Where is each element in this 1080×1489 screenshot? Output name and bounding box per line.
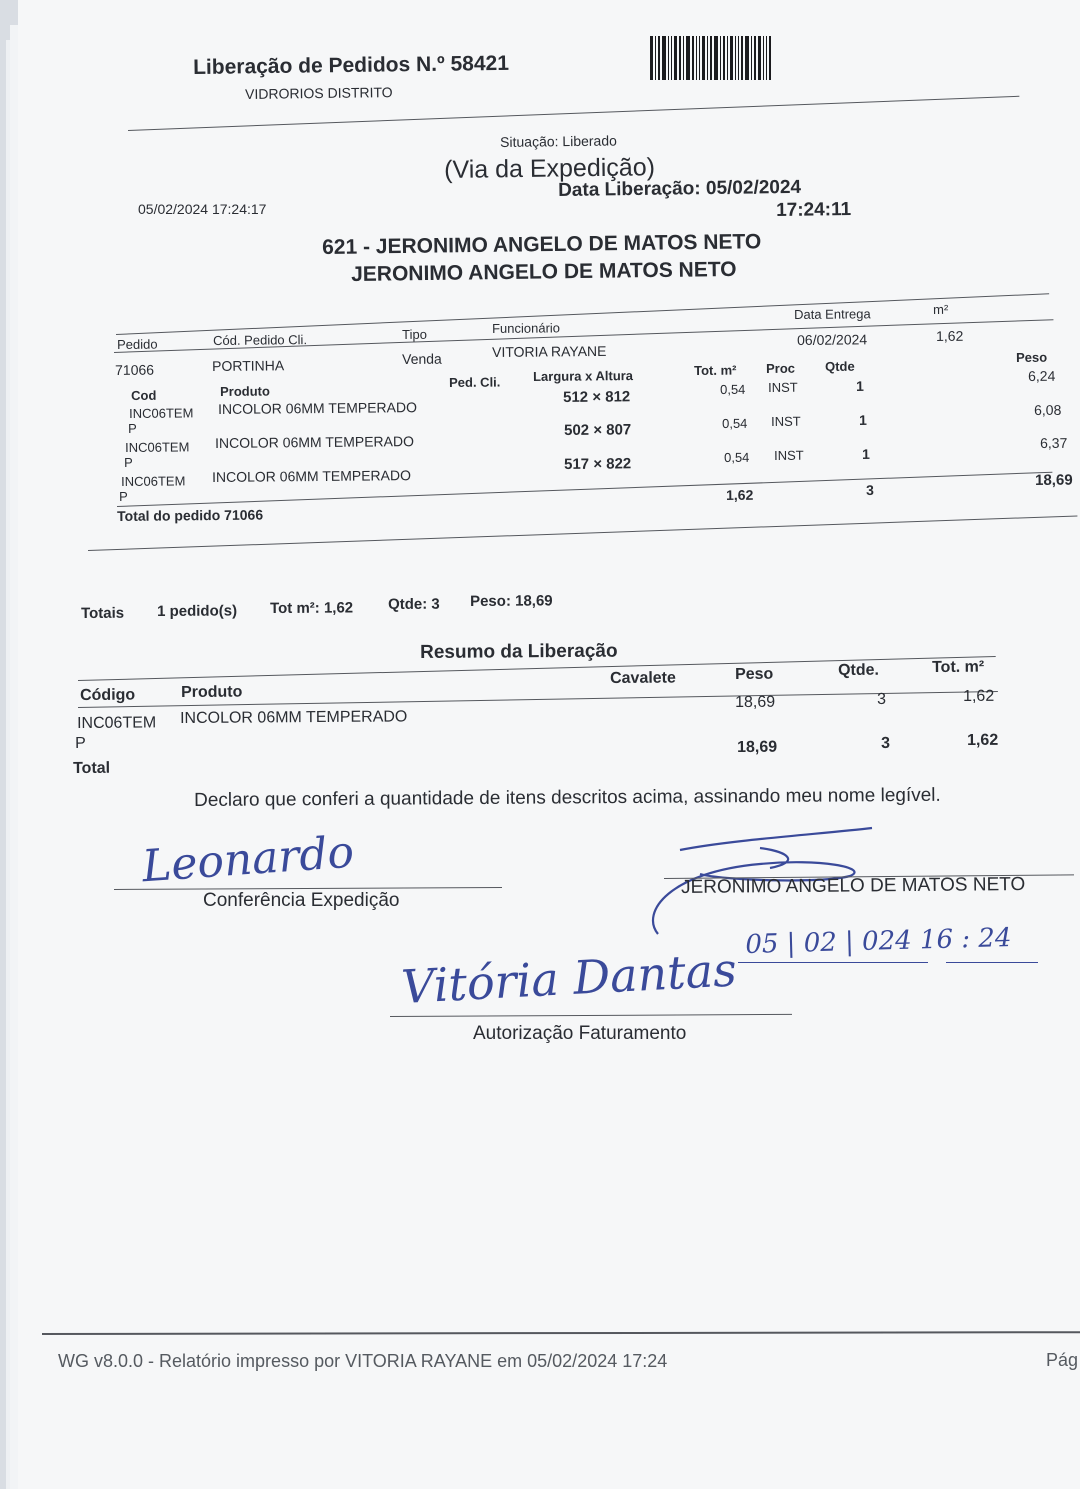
col-tipo: Tipo bbox=[402, 326, 427, 342]
items-col-tot-m2: Tot. m² bbox=[694, 362, 737, 378]
barcode-bar bbox=[662, 36, 666, 80]
item-tot-m2: 0,54 bbox=[722, 415, 748, 431]
client-line-1: 621 - JERONIMO ANGELO DE MATOS NETO bbox=[322, 230, 762, 259]
resumo-col-produto: Produto bbox=[181, 683, 243, 701]
barcode-bar bbox=[674, 36, 677, 80]
item-cod: INC06TEM bbox=[121, 473, 186, 489]
totais-label: Totais bbox=[81, 604, 125, 622]
item-cod-suffix: P bbox=[119, 488, 128, 504]
barcode-bar bbox=[671, 36, 672, 80]
barcode-bar bbox=[738, 36, 739, 80]
label-autorizacao-faturamento: Autorização Faturamento bbox=[473, 1023, 687, 1044]
item-cod: INC06TEM bbox=[129, 405, 194, 421]
item-qtde: 1 bbox=[859, 411, 867, 428]
barcode-bar bbox=[714, 36, 718, 80]
item-tot-m2: 0,54 bbox=[720, 381, 746, 397]
report-title: Liberação de Pedidos N.º 58421 bbox=[193, 51, 510, 79]
barcode-bar bbox=[686, 36, 690, 80]
barcode-bar bbox=[723, 36, 725, 80]
col-m2: m² bbox=[933, 301, 949, 317]
order-total-qtde: 3 bbox=[866, 481, 874, 498]
item-dimensoes: 502 × 807 bbox=[564, 421, 632, 439]
items-col-proc: Proc bbox=[766, 360, 796, 376]
resumo-tot-m2: 1,62 bbox=[963, 687, 995, 705]
barcode-bar bbox=[720, 36, 721, 80]
resumo-qtde: 3 bbox=[877, 690, 887, 708]
barcode-bar bbox=[769, 36, 771, 80]
totais-m2: Tot m²: 1,62 bbox=[270, 599, 354, 617]
item-peso: 6,37 bbox=[1040, 434, 1068, 451]
signature-autorizacao: Vitória Dantas bbox=[400, 942, 738, 1014]
col-data-entrega: Data Entrega bbox=[794, 306, 871, 322]
paper-sheet bbox=[18, 0, 1080, 1489]
barcode-bar bbox=[710, 36, 712, 80]
barcode-bar bbox=[679, 36, 681, 80]
barcode-bar bbox=[668, 36, 669, 80]
item-dimensoes: 512 × 812 bbox=[563, 388, 631, 406]
barcode-bar bbox=[692, 36, 694, 80]
totais-pedidos: 1 pedido(s) bbox=[157, 602, 238, 620]
resumo-col-cavalete: Cavalete bbox=[610, 669, 676, 687]
handwritten-date: 05 | 02 | 024 16 : 24 bbox=[745, 923, 1012, 960]
order-tipo: Venda bbox=[402, 350, 442, 367]
barcode-bar bbox=[707, 36, 708, 80]
item-peso: 6,08 bbox=[1034, 401, 1062, 418]
item-produto: INCOLOR 06MM TEMPERADO bbox=[212, 467, 412, 485]
items-col-cod: Cod bbox=[131, 387, 157, 403]
resumo-codigo-suffix: P bbox=[75, 734, 86, 752]
resumo-col-codigo: Código bbox=[80, 686, 136, 704]
print-datetime: 05/02/2024 17:24:17 bbox=[138, 201, 267, 217]
items-col-ped-cli: Ped. Cli. bbox=[449, 374, 501, 390]
signature-conferencia: Leonardo bbox=[140, 826, 356, 893]
resumo-produto: INCOLOR 06MM TEMPERADO bbox=[180, 708, 408, 727]
label-client-name: JERONIMO ANGELO DE MATOS NETO bbox=[681, 873, 1026, 898]
resumo-peso: 18,69 bbox=[735, 693, 776, 711]
order-pedido: 71066 bbox=[115, 361, 155, 378]
company-name: VIDRORIOS DISTRITO bbox=[245, 84, 393, 102]
barcode-bar bbox=[754, 36, 756, 80]
order-data-entrega: 06/02/2024 bbox=[797, 331, 868, 348]
resumo-col-qtde: Qtde. bbox=[838, 661, 880, 679]
barcode-bar bbox=[683, 36, 684, 80]
item-tot-m2: 0,54 bbox=[724, 449, 750, 465]
barcode-bar bbox=[741, 36, 743, 80]
time-underline bbox=[946, 962, 1038, 963]
barcode-bar bbox=[696, 36, 697, 80]
barcode-bar bbox=[763, 36, 764, 80]
barcode-bar bbox=[699, 36, 700, 80]
resumo-col-peso: Peso bbox=[735, 665, 774, 683]
item-cod: INC06TEM bbox=[125, 439, 190, 455]
barcode-bar bbox=[735, 36, 736, 80]
items-col-peso: Peso bbox=[1016, 349, 1048, 365]
item-cod-suffix: P bbox=[124, 454, 133, 470]
barcode-bar bbox=[751, 36, 752, 80]
order-total-m2: 1,62 bbox=[726, 486, 754, 503]
item-proc: INST bbox=[774, 447, 804, 463]
data-liberacao: Data Liberação: 05/02/2024 bbox=[558, 176, 802, 201]
situacao: Situação: Liberado bbox=[500, 132, 617, 150]
footer-text: WG v8.0.0 - Relatório impresso por VITORIA RAYANE em 05/02/2024 17:24 bbox=[58, 1351, 668, 1371]
item-dimensoes: 517 × 822 bbox=[564, 455, 632, 473]
items-col-dimensoes: Largura x Altura bbox=[533, 368, 634, 384]
resumo-total-peso: 18,69 bbox=[737, 738, 778, 756]
item-qtde: 1 bbox=[856, 377, 864, 394]
resumo-col-tot-m2: Tot. m² bbox=[932, 658, 985, 676]
order-total-peso: 18,69 bbox=[1035, 471, 1073, 489]
order-funcionario: VITORIA RAYANE bbox=[492, 342, 607, 360]
resumo-codigo: INC06TEM bbox=[77, 714, 157, 732]
barcode-bar bbox=[655, 36, 656, 80]
item-produto: INCOLOR 06MM TEMPERADO bbox=[215, 433, 415, 451]
totais-qtde: Qtde: 3 bbox=[388, 595, 440, 613]
col-pedido: Pedido bbox=[117, 336, 158, 352]
barcode-bar bbox=[758, 36, 761, 80]
resumo-title: Resumo da Liberação bbox=[420, 640, 618, 663]
barcode-bar bbox=[745, 36, 749, 80]
item-cod-suffix: P bbox=[128, 420, 137, 436]
footer-page: Pág bbox=[1046, 1350, 1079, 1370]
hora-liberacao: 17:24:11 bbox=[776, 199, 852, 221]
barcode bbox=[650, 36, 806, 80]
resumo-total-qtde: 3 bbox=[881, 734, 891, 752]
col-funcionario: Funcionário bbox=[492, 320, 561, 336]
item-proc: INST bbox=[771, 413, 801, 429]
item-produto: INCOLOR 06MM TEMPERADO bbox=[218, 399, 418, 417]
order-cod-pedido-cli: PORTINHA bbox=[212, 357, 285, 374]
items-col-qtde: Qtde bbox=[825, 358, 855, 374]
barcode-bar bbox=[702, 36, 705, 80]
label-conferencia-expedicao: Conferência Expedição bbox=[203, 890, 400, 911]
resumo-total-label: Total bbox=[73, 759, 111, 777]
item-peso: 6,24 bbox=[1028, 367, 1056, 384]
barcode-bar bbox=[727, 36, 728, 80]
item-qtde: 1 bbox=[862, 445, 870, 462]
barcode-bar bbox=[766, 36, 767, 80]
declaracao-text: Declaro que conferi a quantidade de itens descritos acima, assinando meu nome legível. bbox=[194, 784, 941, 811]
via-expedicao: (Via da Expedição) bbox=[444, 153, 656, 184]
totais-peso: Peso: 18,69 bbox=[470, 592, 553, 610]
barcode-bar bbox=[658, 36, 660, 80]
items-col-produto: Produto bbox=[220, 383, 270, 399]
barcode-bar bbox=[650, 36, 653, 80]
client-line-2: JERONIMO ANGELO DE MATOS NETO bbox=[351, 257, 737, 286]
order-m2: 1,62 bbox=[936, 327, 964, 344]
col-cod-pedido-cli: Cód. Pedido Cli. bbox=[213, 332, 308, 348]
order-total-label: Total do pedido 71066 bbox=[117, 506, 264, 524]
resumo-total-tot-m2: 1,62 bbox=[967, 731, 999, 749]
date-underline bbox=[738, 962, 928, 963]
item-proc: INST bbox=[768, 379, 798, 395]
barcode-bar bbox=[730, 36, 733, 80]
